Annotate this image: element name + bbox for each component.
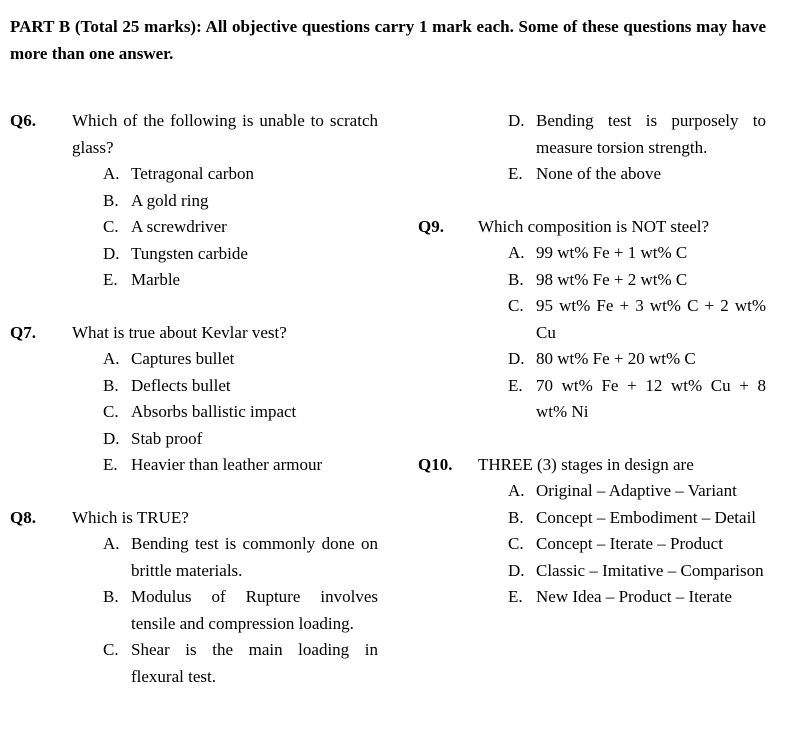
question-body: [72, 108, 378, 294]
option-label: E.: [103, 455, 118, 474]
question-q10: [418, 452, 766, 611]
answer-option: [103, 584, 378, 637]
option-text: Modulus of Rupture involves tensile and compression loading.: [131, 587, 378, 633]
option-text: Tetragonal carbon: [131, 164, 254, 183]
option-text: 95 wt% Fe + 3 wt% C + 2 wt% Cu: [536, 296, 766, 342]
answer-option: [508, 505, 766, 532]
option-text: 80 wt% Fe + 20 wt% C: [536, 349, 696, 368]
option-label: A.: [103, 164, 120, 183]
option-label: E.: [508, 587, 523, 606]
question-q7: [10, 320, 378, 479]
answer-option: [103, 188, 378, 215]
question-text: Which of the following is unable to scratch glass?: [72, 111, 378, 157]
answer-option: [103, 452, 378, 479]
option-label: E.: [103, 270, 118, 289]
option-text: 98 wt% Fe + 2 wt% C: [536, 269, 688, 289]
two-column-layout: [10, 108, 766, 690]
option-text: None of the above: [536, 164, 662, 183]
option-text: Captures bullet: [131, 349, 235, 368]
question-q9: [418, 214, 766, 426]
option-label: D.: [508, 111, 525, 130]
answer-option: [103, 241, 378, 268]
question-number: Q9.: [418, 216, 444, 236]
question-q6: [10, 108, 378, 294]
answer-option: [508, 531, 766, 558]
answer-option: [508, 161, 766, 188]
answer-option: [508, 478, 766, 505]
question-text: THREE (3) stages in design are: [478, 454, 694, 474]
option-text: Concept – Iterate – Product: [536, 534, 723, 553]
option-label: A.: [103, 534, 120, 553]
option-label: D.: [508, 349, 525, 368]
option-text: Concept – Embodiment – Detail: [536, 507, 757, 527]
question-body: [478, 214, 766, 426]
option-label: C.: [508, 296, 524, 315]
option-label: D.: [103, 428, 120, 448]
answer-option: [508, 240, 766, 267]
option-text: Stab proof: [131, 428, 203, 448]
option-label: A.: [508, 243, 525, 262]
option-text: Marble: [131, 270, 181, 289]
left-column: [10, 108, 378, 690]
option-label: A.: [103, 349, 120, 368]
option-label: B.: [103, 587, 119, 606]
answer-option: [508, 346, 766, 373]
question-q8-continued: [418, 108, 766, 188]
option-label: C.: [508, 534, 524, 553]
option-text: 70 wt% Fe + 12 wt% Cu + 8 wt% Ni: [536, 375, 766, 421]
answer-option: [103, 214, 378, 241]
question-body: [72, 320, 378, 479]
right-column: [418, 108, 766, 690]
option-label: B.: [103, 375, 119, 395]
option-label: C.: [103, 640, 119, 659]
answer-option: [103, 531, 378, 584]
option-label: C.: [103, 217, 119, 236]
answer-option: [103, 373, 378, 400]
question-number: Q6.: [10, 111, 36, 130]
option-text: Absorbs ballistic impact: [131, 402, 297, 421]
option-text: Heavier than leather armour: [131, 455, 323, 474]
answer-option: [103, 399, 378, 426]
question-text: Which is TRUE?: [72, 507, 189, 527]
question-number: Q8.: [10, 507, 36, 527]
answer-option: [103, 161, 378, 188]
option-text: Classic – Imitative – Comparison: [536, 560, 764, 580]
option-label: B.: [508, 269, 524, 289]
question-body: [72, 505, 378, 691]
answer-option: [103, 637, 378, 690]
option-text: A gold ring: [131, 190, 209, 210]
answer-option: [508, 108, 766, 161]
answer-option: [103, 426, 378, 453]
option-label: B.: [103, 190, 119, 210]
option-text: Shear is the main loading in flexural test.: [131, 640, 378, 686]
option-label: E.: [508, 164, 523, 183]
option-label: D.: [103, 243, 120, 263]
option-text: 99 wt% Fe + 1 wt% C: [536, 243, 688, 262]
question-number: Q7.: [10, 322, 36, 342]
question-number: [418, 108, 478, 188]
option-label: D.: [508, 560, 525, 580]
option-text: Deflects bullet: [131, 375, 231, 395]
question-body: [478, 452, 766, 611]
answer-option: [508, 558, 766, 585]
option-text: Original – Adaptive – Variant: [536, 481, 737, 500]
option-text: Tungsten carbide: [131, 243, 248, 263]
option-text: New Idea – Product – Iterate: [536, 587, 732, 606]
option-label: B.: [508, 507, 524, 527]
question-text: What is true about Kevlar vest?: [72, 322, 287, 342]
answer-option: [508, 267, 766, 294]
answer-option: [508, 584, 766, 611]
option-label: C.: [103, 402, 119, 421]
answer-option: [103, 267, 378, 294]
question-q8: [10, 505, 378, 691]
question-text: Which composition is NOT steel?: [478, 216, 710, 236]
option-label: A.: [508, 481, 525, 500]
option-text: Bending test is purposely to measure torsion strength.: [536, 111, 766, 157]
answer-option: [508, 293, 766, 346]
option-label: E.: [508, 375, 523, 395]
option-text: Bending test is commonly done on brittle materials.: [131, 534, 378, 580]
question-number: Q10.: [418, 454, 453, 474]
question-body: [478, 108, 766, 188]
option-text: A screwdriver: [131, 217, 227, 236]
answer-option: [103, 346, 378, 373]
answer-option: [508, 373, 766, 426]
part-b-header: PART B (Total 25 marks): All objective questions carry 1 mark each. Some of these questions may have more than one answer.: [10, 17, 766, 63]
